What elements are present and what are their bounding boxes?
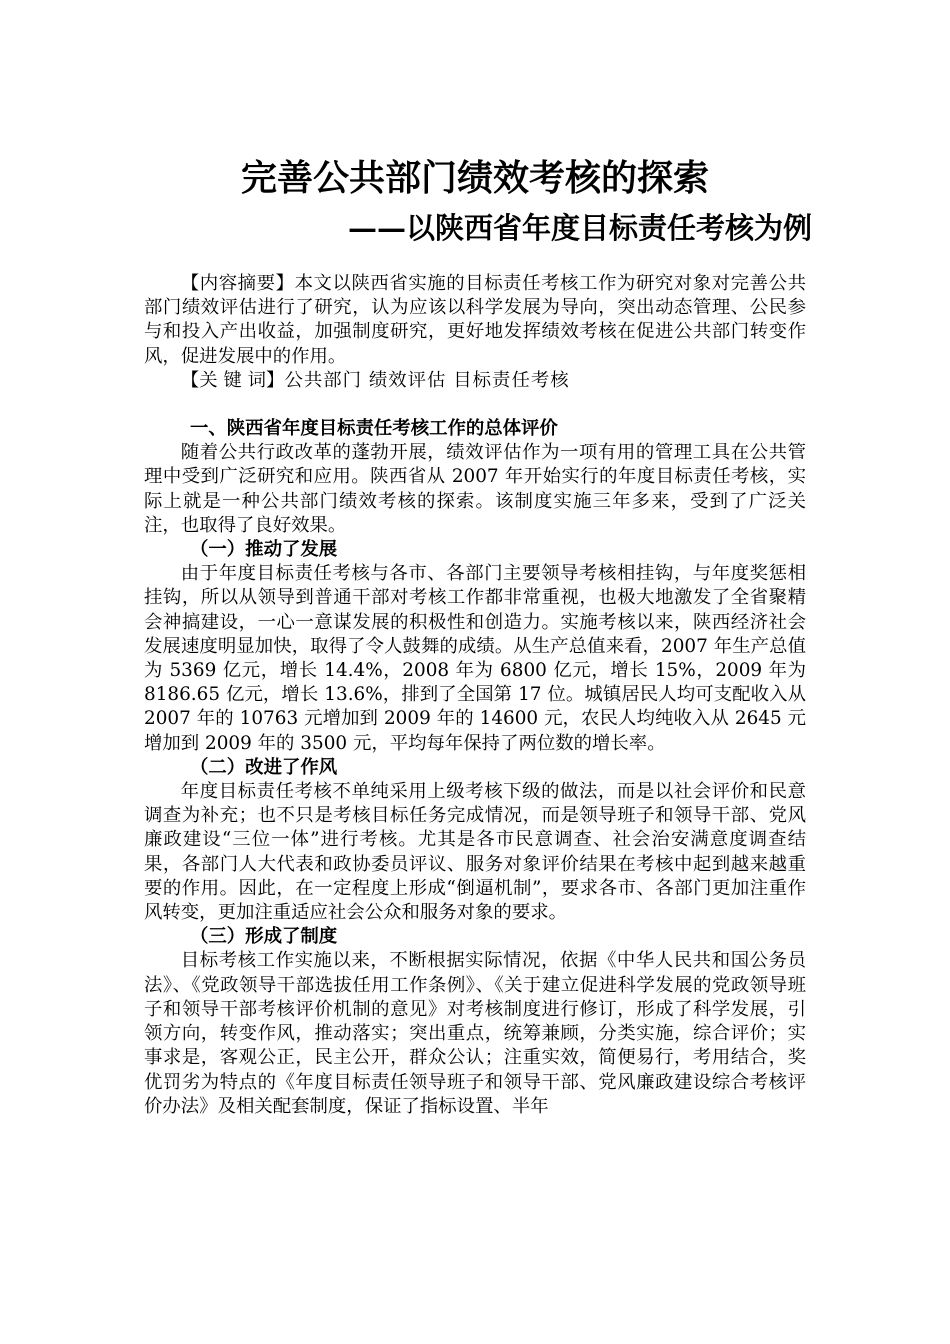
paper-title: 完善公共部门绩效考核的探索 xyxy=(240,157,709,199)
subsection-heading-3: （三）形成了制度 xyxy=(190,926,338,948)
abstract-paragraph xyxy=(144,272,806,369)
spacer xyxy=(144,393,806,417)
subsection-paragraph-3: 目标考核工作实施以来，不断根据实际情况，依据《中华人民共和国公务员法》、《党政领导干部选拔任用工作条例》、《关于建立促进科学发展的党政领导班子和领导干部考核评价机制的意见》对考核制度进行修订，形成了科学发展，引领方向，转变作风，推动落实；突出重点，统筹兼顾，分类实施，综合评价；实事求是，客观公正，民主公开，群众公认；注重实效，简便易行，考用结合，奖优罚劣为特点的《年度目标责任领导班子和领导干部、党风廉政建设综合考核评价办法》及相关配套制度，保证了指标设置、半年 xyxy=(144,950,806,1117)
keywords-label: 【关 键 词】 xyxy=(180,369,285,391)
subsection-paragraph-1: 由于年度目标责任考核与各市、各部门主要领导考核相挂钩，与年度奖惩相挂钩，所以从领导到普通干部对考核工作都非常重视，也极大地激发了全省聚精会神搞建设，一心一意谋发展的积极性和创造力。实施考核以来，陕西经济社会发展速度明显加快，取得了令人鼓舞的成绩。从生产总值来看，2007 年生产总值为 5369 亿元，增长 14.4%，2008 年为 6800 亿元，增长 15%，2009 年为 8186.65 亿元，增长 13.6%，排到了全国第 17 位。城镇居民人均可支配收入从 2007 年的 10763 元增加到 2009 年的 14600 元，农民人均纯收入从 2645 元增加到 2009 年的 3500 元，平均每年保持了两位数的增长率。 xyxy=(144,563,806,754)
subsection-heading-2: （二）改进了作风 xyxy=(190,756,338,778)
keywords-paragraph xyxy=(144,369,806,393)
subsection-heading-1: （一）推动了发展 xyxy=(190,539,338,561)
section-heading: 一、陕西省年度目标责任考核工作的总体评价 xyxy=(190,418,558,440)
paper-body xyxy=(144,272,806,1119)
paper-subtitle: ——以陕西省年度目标责任考核为例 xyxy=(347,211,812,245)
abstract-label: 【内容摘要】 xyxy=(180,273,295,294)
abstract-text: 本文以陕西省实施的目标责任考核工作为研究对象对完善公共部门绩效评估进行了研究，认为应该以科学发展为导向，突出动态管理、公民参与和投入产出收益，加强制度研究，更好地发挥绩效考核在促进公共部门转变作风，促进发展中的作用。 xyxy=(144,273,806,367)
section-intro-paragraph: 随着公共行政改革的蓬勃开展，绩效评估作为一项有用的管理工具在公共管理中受到广泛研究和应用。陕西省从 2007 年开始实行的年度目标责任考核，实际上就是一种公共部门绩效考核的探索。该制度实施三年多来，受到了广泛关注，也取得了良好效果。 xyxy=(144,442,806,536)
keywords-values: 公共部门 绩效评估 目标责任考核 xyxy=(284,369,570,391)
subsection-paragraph-2: 年度目标责任考核不单纯采用上级考核下级的做法，而是以社会评价和民意调查为补充；也不只是考核目标任务完成情况，而是领导班子和领导干部、党风廉政建设“三位一体”进行考核。尤其是各市民意调查、社会治安满意度调查结果，各部门人大代表和政协委员评议、服务对象评价结果在考核中起到越来越重要的作用。因此，在一定程度上形成“倒逼机制”，要求各市、各部门更加注重作风转变，更加注重适应社会公众和服务对象的要求。 xyxy=(144,781,806,924)
